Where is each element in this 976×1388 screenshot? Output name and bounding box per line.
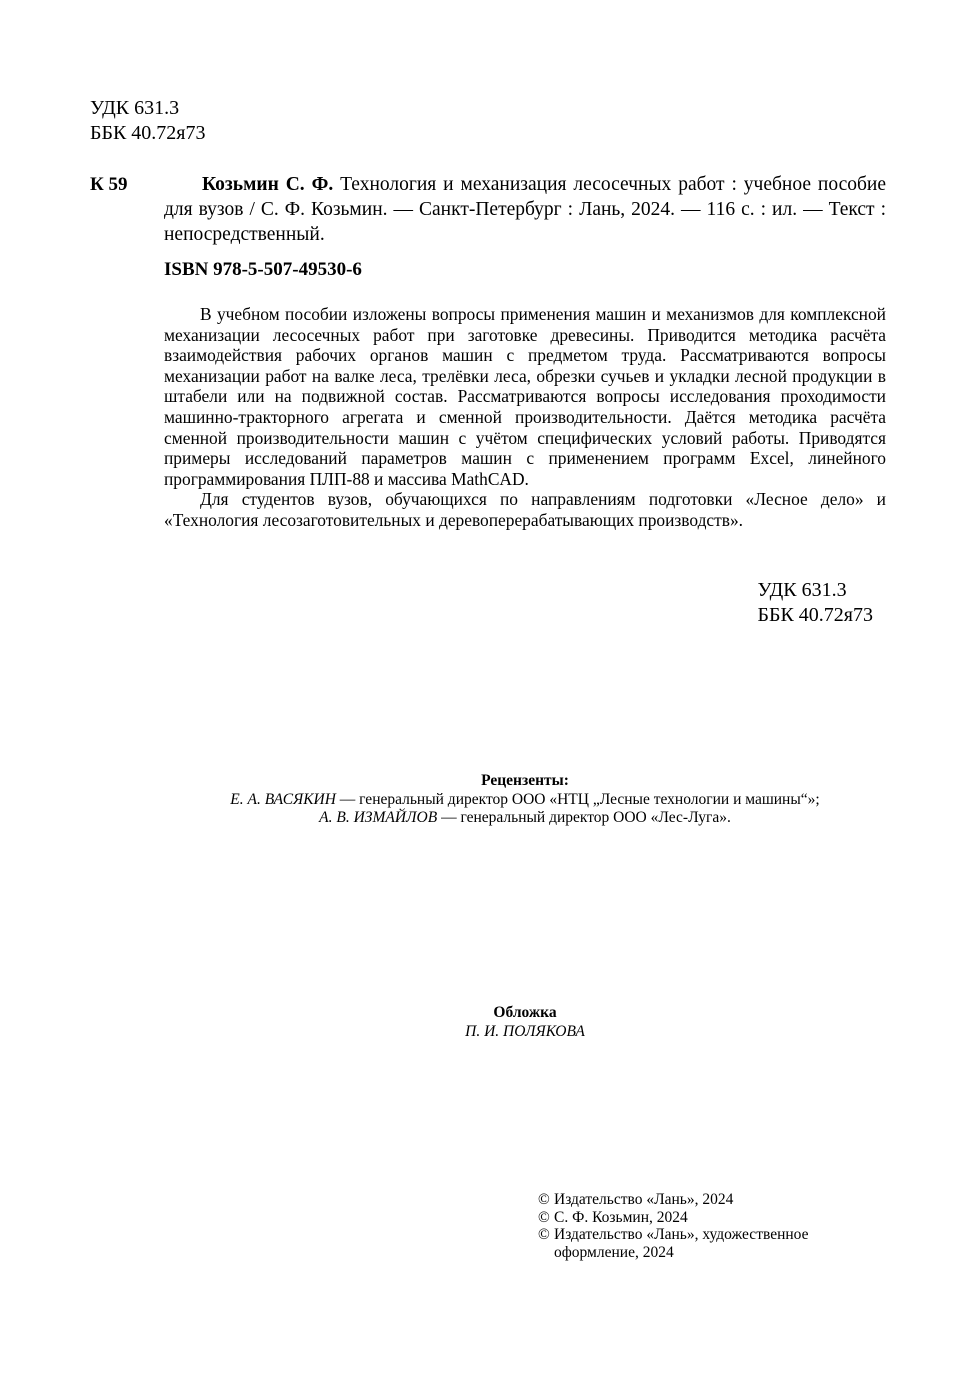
entry-author: Козьмин С. Ф. <box>202 174 334 195</box>
bibliographic-entry <box>164 172 886 247</box>
udk-code: УДК 631.3 <box>90 97 180 119</box>
reviewer-role: — генеральный директор ООО «НТЦ „Лесные технологии и машины“»; <box>335 790 820 808</box>
reviewer-item <box>110 809 940 828</box>
abstract-paragraph: В учебном пособии изложены вопросы применения машин и механизмов для комплексной механизации лесосечных работ при заготовке древесины. Приводится методика расчёта взаимодействия рабочих органов машин с предметом труда. Рассматриваются вопросы механизации работ на валке леса, трелёвки леса, обрезки сучьев и укладки лесной продукции в штабели или на подвижной состав. Рассматриваются вопросы исследования проходимости машинно-тракторного агрегата и сменной производительности. Даётся методика расчёта сменной производительности машин с учётом специфических условий работы. Приводятся примеры исследований параметров машин с применением программ Excel, линейного программирования ПЛП-88 и массива MathCAD. <box>164 304 886 489</box>
udk-code: УДК 631.3 <box>757 579 847 601</box>
entry-description: Технология и механизация лесосечных работ : учебное пособие для вузов / С. Ф. Козьмин. — Санкт-Петербург : Лань, 2024. — 116 с. : ил. — Текст : непосредственный. <box>164 174 887 245</box>
copyright-symbol: © <box>538 1226 550 1243</box>
copyright-item <box>538 1209 858 1227</box>
cover-designer: П. И. ПОЛЯКОВА <box>465 1023 585 1040</box>
bbk-code: ББК 40.72я73 <box>90 122 206 144</box>
cover-credit <box>325 1003 725 1041</box>
reviewers-heading: Рецензенты: <box>481 772 569 789</box>
copyright-symbol: © <box>538 1191 550 1208</box>
abstract <box>164 304 886 531</box>
reviewer-role: — генеральный директор ООО «Лес-Луга». <box>437 809 731 826</box>
isbn: ISBN 978-5-507-49530-6 <box>164 259 362 280</box>
copyright-block <box>538 1191 858 1261</box>
reviewer-name: А. В. ИЗМАЙЛОВ <box>319 809 438 826</box>
copyright-text: С. Ф. Козьмин, 2024 <box>554 1208 688 1226</box>
reviewers-block <box>110 772 940 828</box>
copyright-text: Издательство «Лань», 2024 <box>554 1191 734 1208</box>
classification-codes-top <box>90 96 206 146</box>
copyright-item <box>538 1191 858 1209</box>
reviewer-item <box>110 791 940 810</box>
classification-codes-bottom <box>757 578 873 628</box>
copyright-text: Издательство «Лань», художественное оформление, 2024 <box>554 1226 809 1261</box>
reviewer-name: Е. А. ВАСЯКИН <box>230 790 336 808</box>
cover-heading: Обложка <box>493 1004 557 1021</box>
abstract-paragraph: Для студентов вузов, обучающихся по направлениям подготовки «Лесное дело» и «Технология лесозаготовительных и деревоперерабатывающих производств». <box>164 489 886 530</box>
author-sign: К 59 <box>90 174 128 195</box>
copyright-symbol: © <box>538 1208 550 1226</box>
copyright-item <box>538 1226 858 1261</box>
bbk-code: ББК 40.72я73 <box>757 604 873 626</box>
